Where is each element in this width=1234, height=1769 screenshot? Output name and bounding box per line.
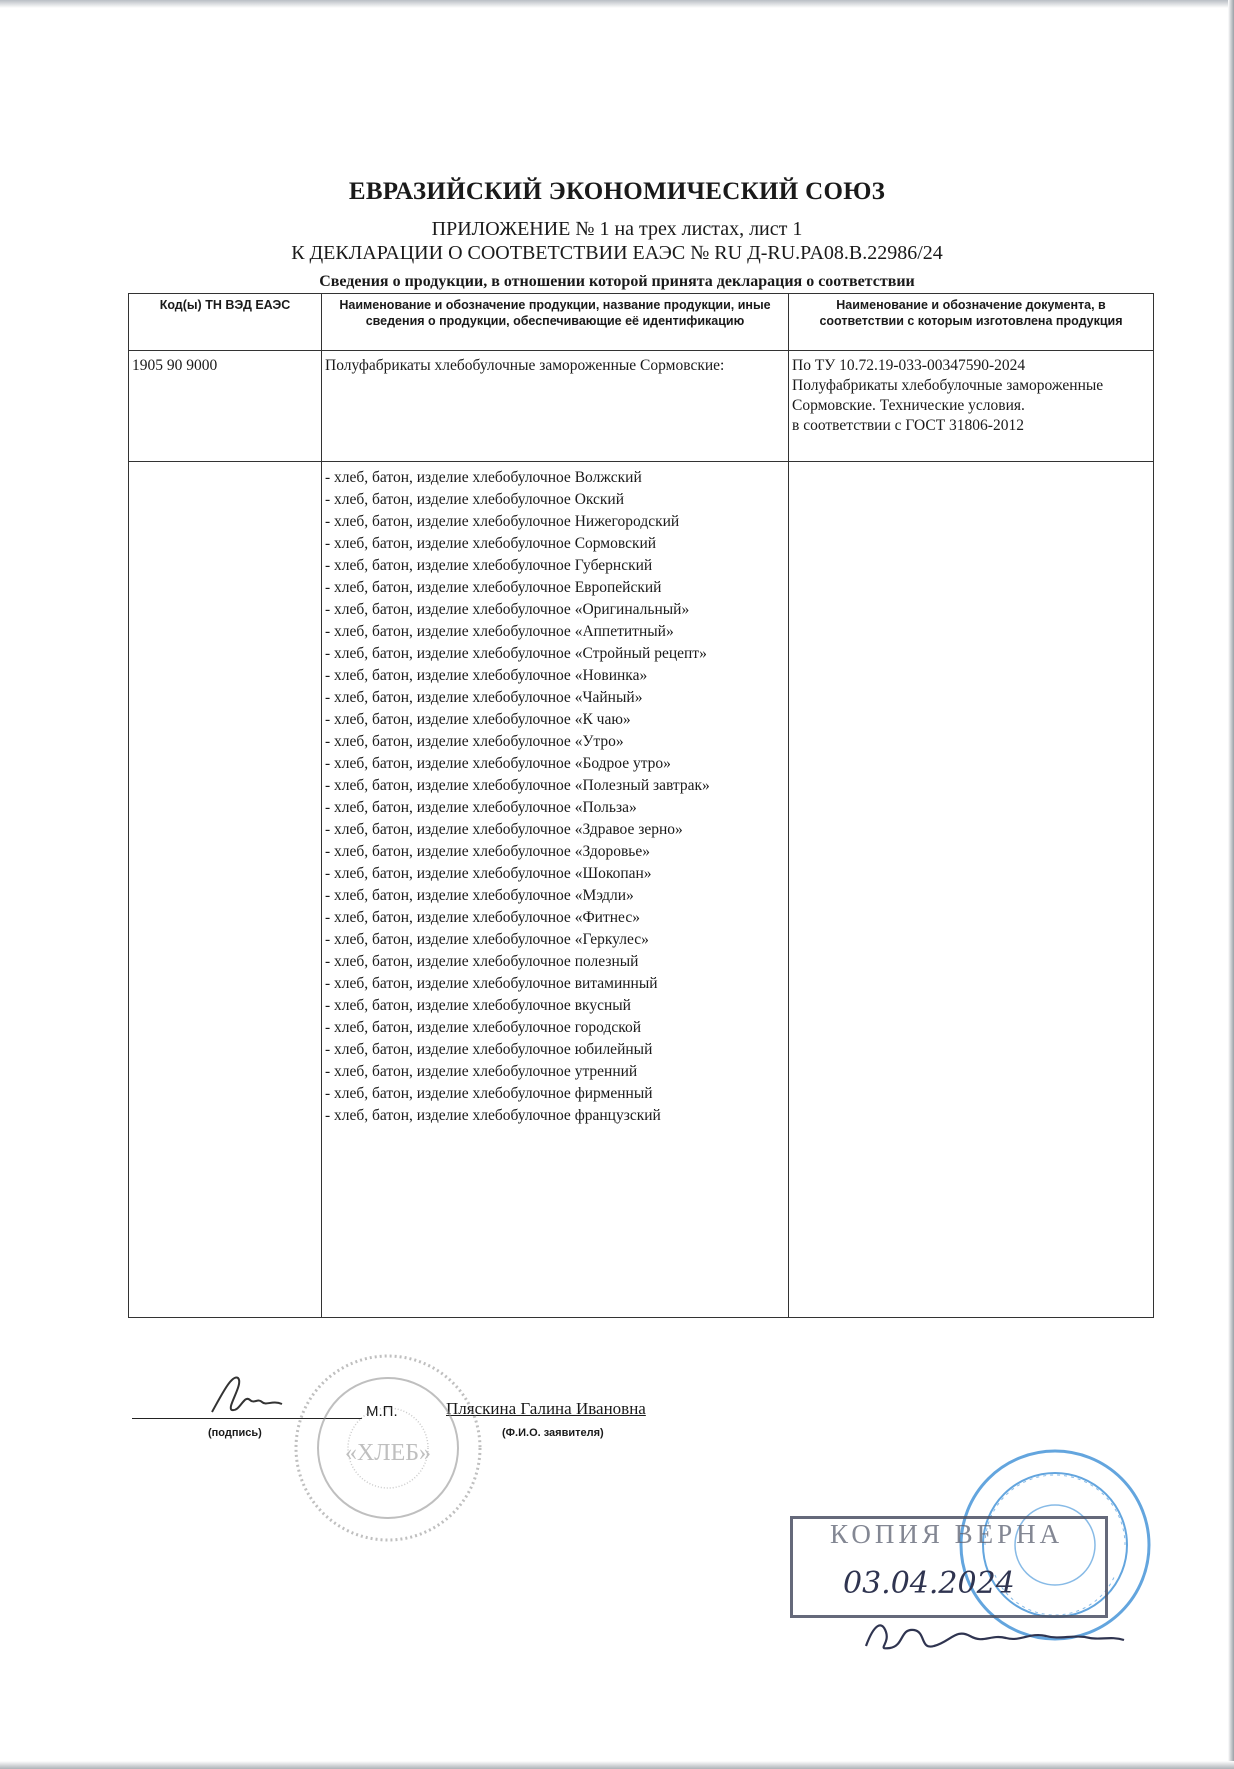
list-item: - хлеб, батон, изделие хлебобулочное «Новинка» <box>325 667 648 684</box>
list-item: - хлеб, батон, изделие хлебобулочное полезный <box>325 953 639 970</box>
list-item: - хлеб, батон, изделие хлебобулочное «К чаю» <box>325 711 631 728</box>
list-item: - хлеб, батон, изделие хлебобулочное утренний <box>325 1063 638 1080</box>
product-name-cell: Полуфабрикаты хлебобулочные замороженные Сормовские: <box>322 351 789 462</box>
list-item: - хлеб, батон, изделие хлебобулочное «Аппетитный» <box>325 623 674 640</box>
applicant-name-caption: (Ф.И.О. заявителя) <box>502 1427 604 1439</box>
copy-date: 03.04.2024 <box>843 1566 1015 1601</box>
list-item: - хлеб, батон, изделие хлебобулочное «Здоровье» <box>325 843 650 860</box>
applicant-name: Пляскина Галина Ивановна <box>446 1399 646 1418</box>
handwritten-signature <box>192 1364 302 1420</box>
list-item: - хлеб, батон, изделие хлебобулочное Окский <box>325 491 625 508</box>
list-item: - хлеб, батон, изделие хлебобулочное «Мэдли» <box>325 887 634 904</box>
list-item: - хлеб, батон, изделие хлебобулочное вкусный <box>325 997 631 1014</box>
list-item: - хлеб, батон, изделие хлебобулочное «Шокопан» <box>325 865 652 882</box>
list-item: - хлеб, батон, изделие хлебобулочное «Геркулес» <box>325 931 649 948</box>
list-item: - хлеб, батон, изделие хлебобулочное «Оригинальный» <box>325 601 690 618</box>
table-subtitle: Сведения о продукции, в отношении которой принята декларация о соответствии <box>319 273 915 290</box>
list-item: - хлеб, батон, изделие хлебобулочное юбилейный <box>325 1041 653 1058</box>
empty-code-cell <box>129 462 322 1318</box>
list-item: - хлеб, батон, изделие хлебобулочное «Фитнес» <box>325 909 640 926</box>
product-table <box>128 293 1154 1318</box>
list-item: - хлеб, батон, изделие хлебобулочное городской <box>325 1019 642 1036</box>
list-item: - хлеб, батон, изделие хлебобулочное «Стройный рецепт» <box>325 645 707 662</box>
list-item: - хлеб, батон, изделие хлебобулочное Губернский <box>325 557 653 574</box>
table-row <box>129 351 1154 462</box>
list-item: - хлеб, батон, изделие хлебобулочное витаминный <box>325 975 658 992</box>
document-standard: в соответствии с ГОСТ 31806-2012 <box>792 417 1024 434</box>
column-header-document: Наименование и обозначение документа, в соответствии с которым изготовлена продукция <box>789 294 1154 351</box>
table-header-row <box>129 294 1154 351</box>
document-spec: По ТУ 10.72.19-033-00347590-2024 <box>792 357 1026 374</box>
copy-true-label: КОПИЯ ВЕРНА <box>830 1519 1064 1549</box>
company-seal <box>288 1348 488 1548</box>
seal-text: «ХЛЕБ» <box>344 1440 432 1466</box>
list-item: - хлеб, батон, изделие хлебобулочное «Польза» <box>325 799 637 816</box>
table-row <box>129 462 1154 1318</box>
list-item: - хлеб, батон, изделие хлебобулочное Волжский <box>325 469 642 486</box>
declaration-number: К ДЕКЛАРАЦИИ О СООТВЕТСТВИИ ЕАЭС № RU Д-RU.PA08.B.22986/24 <box>291 242 943 264</box>
list-item: - хлеб, батон, изделие хлебобулочное Нижегородский <box>325 513 680 530</box>
list-item: - хлеб, батон, изделие хлебобулочное Сормовский <box>325 535 657 552</box>
document-title: Полуфабрикаты хлебобулочные замороженные Сормовские. Технические условия. <box>792 377 1104 414</box>
list-item: - хлеб, батон, изделие хлебобулочное фирменный <box>325 1085 653 1102</box>
seal-place-label: М.П. <box>366 1403 398 1420</box>
appendix-title: ПРИЛОЖЕНИЕ № 1 на трех листах, лист 1 <box>431 218 803 240</box>
signature-caption: (подпись) <box>208 1427 262 1439</box>
hs-code-cell: 1905 90 9000 <box>129 351 322 462</box>
empty-document-cell <box>789 462 1154 1318</box>
product-list <box>325 467 785 1127</box>
copy-signature <box>860 1610 1130 1660</box>
list-item: - хлеб, батон, изделие хлебобулочное «Утро» <box>325 733 624 750</box>
column-header-product: Наименование и обозначение продукции, название продукции, иные сведения о продукции, обеспечивающие её идентификацию <box>322 294 789 351</box>
list-item: - хлеб, батон, изделие хлебобулочное «Полезный завтрак» <box>325 777 710 794</box>
list-item: - хлеб, батон, изделие хлебобулочное «Чайный» <box>325 689 643 706</box>
list-item: - хлеб, батон, изделие хлебобулочное «Бодрое утро» <box>325 755 671 772</box>
scan-edge-bottom <box>0 1761 1234 1769</box>
union-title: ЕВРАЗИЙСКИЙ ЭКОНОМИЧЕСКИЙ СОЮЗ <box>348 178 886 205</box>
list-item: - хлеб, батон, изделие хлебобулочное «Здравое зерно» <box>325 821 683 838</box>
scan-edge-top <box>0 0 1234 8</box>
column-header-code: Код(ы) ТН ВЭД ЕАЭС <box>129 294 322 351</box>
list-item: - хлеб, батон, изделие хлебобулочное французский <box>325 1107 661 1124</box>
document-cell <box>789 351 1154 462</box>
list-item: - хлеб, батон, изделие хлебобулочное Европейский <box>325 579 662 596</box>
product-list-cell <box>322 462 789 1318</box>
scan-edge-right <box>1228 0 1234 1769</box>
